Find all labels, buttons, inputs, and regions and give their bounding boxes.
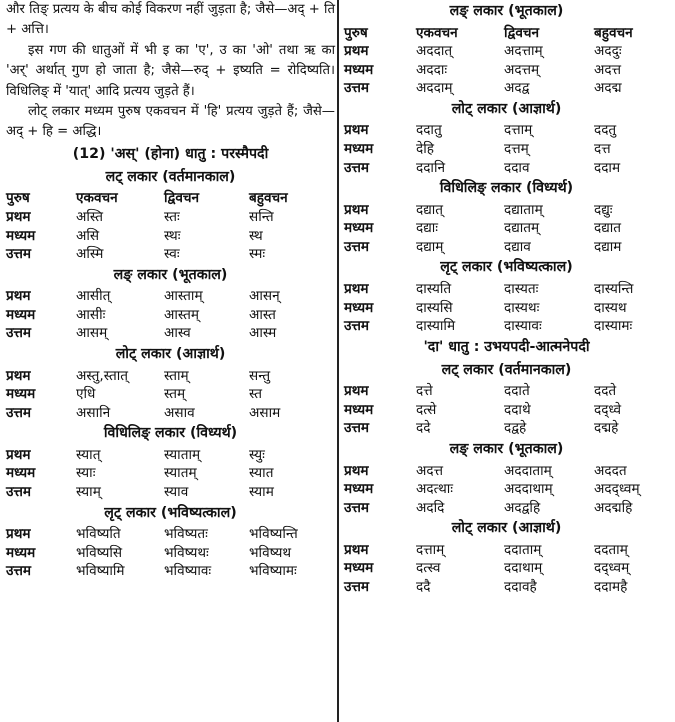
purush-cell: उत्तम [344,318,369,335]
dvivachan-cell: स्याताम् [164,446,201,463]
ekvachan-cell: अदत्त [416,462,443,479]
conjugation-row [344,159,669,178]
bahuvachan-cell: दद्यात [594,220,622,237]
conjugation-row [6,227,335,246]
bahuvachan-cell: अदद्ध्वम् [594,481,640,498]
ekvachan-cell: एकवचन [416,24,458,41]
bahuvachan-cell: दद्युः [594,201,613,218]
left-tables [6,166,335,581]
bahuvachan-cell: बहुवचन [594,24,633,41]
conjugation-row [6,562,335,581]
dvivachan-cell: ददाव [504,159,530,176]
purush-cell: उत्तम [6,563,31,580]
bahuvachan-cell: ददते [594,383,617,400]
conjugation-row [6,367,335,386]
purush-cell: उत्तम [6,325,31,342]
ekvachan-cell: एधि [76,386,96,403]
purush-cell: प्रथम [344,201,369,218]
dvivachan-cell: दास्यतः [504,280,539,297]
dvivachan-cell: आस्तम् [164,306,200,323]
column-divider [337,0,339,722]
bahuvachan-cell: असाम [249,404,281,421]
conjugation-row [344,480,669,499]
conjugation-row [344,299,669,318]
ekvachan-cell: अस्ति [76,208,103,225]
conjugation-row [344,419,669,438]
conjugation-row [6,306,335,325]
bahuvachan-cell: अदद्महि [594,499,633,516]
bahuvachan-cell: भविष्यन्ति [249,526,298,543]
lakar-table [6,264,335,343]
bahuvachan-cell: स्याम [249,483,274,500]
purush-cell: उत्तम [344,80,369,97]
ekvachan-cell: देहि [416,140,434,157]
lakar-title: विधिलिङ् लकार (विध्यर्थ) [439,180,574,197]
conjugation-row [6,245,335,264]
dvivachan-cell: असाव [164,404,195,421]
bahuvachan-cell: दद्ध्वे [594,401,622,418]
lakar-table [6,166,335,264]
lakar-table [344,256,669,335]
bahuvachan-cell: अदत्त [594,61,621,78]
bahuvachan-cell: ददताम् [594,541,628,558]
ekvachan-cell: दत्ताम् [416,541,445,558]
bahuvachan-cell: अददुः [594,43,622,60]
ekvachan-cell: असानि [76,404,111,421]
ekvachan-cell: स्यात् [76,446,101,463]
ekvachan-cell: अददाः [416,61,448,78]
intro-paragraph-1: और तिङ् प्रत्यय के बीच कोई विकरण नहीं जुड़ता है; जैसे—अद् + ति + अत्ति। [6,2,335,38]
dvivachan-cell: स्वः [164,246,180,263]
lakar-title: लोट् लकार (आज्ञार्थ) [451,520,562,537]
dvivachan-cell: द्विवचन [504,24,540,41]
purush-cell: प्रथम [344,280,369,297]
ekvachan-cell: दास्यसि [416,299,453,316]
dvivachan-cell: अदद्व [504,80,530,97]
conjugation-row [344,382,669,401]
lakar-table [344,177,669,256]
conjugation-row [344,79,669,98]
dvivachan-cell: भविष्यथः [164,544,209,561]
left-column [6,0,335,581]
conjugation-row [344,219,669,238]
lakar-table [344,98,669,177]
bahuvachan-cell: दद्महे [594,420,619,437]
conjugation-row [344,201,669,220]
dvivachan-cell: दास्यावः [504,318,542,335]
lakar-title: लट् लकार (वर्तमानकाल) [105,168,236,185]
purush-cell: मध्यम [344,401,374,418]
dvivachan-cell: ददाथाम् [504,560,543,577]
ekvachan-cell: ददानि [416,159,446,176]
bahuvachan-cell: अदद्म [594,80,622,97]
purush-cell: मध्यम [344,61,374,78]
conjugation-row [344,559,669,578]
lakar-title: लोट् लकार (आज्ञार्थ) [451,100,562,117]
dvivachan-cell: द्विवचन [164,190,200,207]
conjugation-row [344,280,669,299]
dvivachan-cell: अदत्तम् [504,61,540,78]
conjugation-row [344,238,669,257]
bahuvachan-cell: भविष्यथ [249,544,292,561]
right-tables-bottom [344,359,669,597]
bahuvachan-cell: आस्त [249,306,276,323]
ekvachan-cell: दद्याम् [416,238,444,255]
ekvachan-cell: ददातु [416,122,442,139]
purush-cell: प्रथम [6,367,31,384]
purush-cell: प्रथम [344,541,369,558]
bahuvachan-cell: स्युः [249,446,265,463]
dvivachan-cell: अददाथाम् [504,481,553,498]
lakar-title: लट् लकार (वर्तमानकाल) [441,361,572,378]
right-column [344,0,669,597]
ekvachan-cell: दद्यात् [416,201,444,218]
dvivachan-cell: अददाताम् [504,462,552,479]
dvivachan-cell: स्थः [164,227,181,244]
purush-cell: मध्यम [6,465,36,482]
lakar-table [6,502,335,581]
dvivachan-cell: ददावहै [504,578,537,595]
ekvachan-cell: आसीः [76,306,106,323]
bahuvachan-cell: अददत [594,462,627,479]
conjugation-row [6,483,335,502]
bahuvachan-cell: दास्यामः [594,318,633,335]
purush-cell: मध्यम [344,140,374,157]
conjugation-row [6,464,335,483]
ekvachan-cell: अस्तु,स्तात् [76,367,129,384]
bahuvachan-cell: ददतु [594,122,617,139]
conjugation-row [344,317,669,336]
conjugation-row [344,61,669,80]
bahuvachan-cell: दत्त [594,140,611,157]
purush-cell: उत्तम [344,238,369,255]
intro-paragraph-3: लोट् लकार मध्यम पुरुष एकवचन में 'हि' प्रत्यय जुड़ते हैं; जैसे—अद् + हि = अद्धि। [6,104,335,140]
ekvachan-cell: दत्स्व [416,560,441,577]
purush-cell: प्रथम [6,208,31,225]
purush-cell: मध्यम [344,299,374,316]
purush-cell: मध्यम [344,481,374,498]
conjugation-row [344,121,669,140]
dvivachan-cell: दद्याताम् [504,201,543,218]
dvivachan-cell: स्तम् [164,386,186,403]
purush-cell: उत्तम [344,420,369,437]
lakar-title: लङ् लकार (भूतकाल) [449,3,564,19]
lakar-title: लङ् लकार (भूतकाल) [449,441,564,457]
conjugation-row [344,578,669,597]
dvivachan-cell: स्ताम् [164,367,189,384]
bahuvachan-cell: सन्ति [249,208,274,225]
lakar-table [344,0,669,98]
dvivachan-cell: दत्तम् [504,140,529,157]
ekvachan-cell: दत्से [416,401,437,418]
lakar-title: लृट् लकार (भविष्यत्काल) [104,504,237,521]
purush-cell: प्रथम [344,43,369,60]
purush-cell: प्रथम [344,462,369,479]
purush-cell: मध्यम [6,306,36,323]
purush-cell: मध्यम [6,227,36,244]
purush-cell: उत्तम [344,159,369,176]
conjugation-header-row [344,24,669,43]
lakar-table [344,359,669,438]
lakar-table [6,343,335,422]
conjugation-row [6,287,335,306]
conjugation-row [344,499,669,518]
bahuvachan-cell: स्मः [249,246,266,263]
ekvachan-cell: ददे [416,420,431,437]
dvivachan-cell: दद्याव [504,238,531,255]
conjugation-row [344,401,669,420]
conjugation-row [344,462,669,481]
dvivachan-cell: स्याव [164,483,189,500]
lakar-title: लङ् लकार (भूतकाल) [113,266,228,283]
ekvachan-cell: दद्याः [416,220,439,237]
bahuvachan-cell: स्यात [249,465,274,482]
ekvachan-cell: असि [76,227,100,244]
dvivachan-cell: दास्यथः [504,299,540,316]
dvivachan-cell: दद्वहे [504,420,527,437]
ekvachan-cell: भविष्यसि [76,544,123,561]
ekvachan-cell: अददि [416,499,445,516]
bahuvachan-cell: स्थ [249,227,263,244]
dvivachan-cell: स्तः [164,208,180,225]
purush-cell: प्रथम [344,122,369,139]
lakar-table [6,422,335,501]
purush-cell: प्रथम [6,446,31,463]
lakar-title: लोट् लकार (आज्ञार्थ) [115,346,226,362]
dvivachan-cell: ददाते [504,383,530,400]
bahuvachan-cell: ददाम [594,159,621,176]
conjugation-row [6,385,335,404]
conjugation-row [344,541,669,560]
dvivachan-cell: भविष्यतः [164,526,208,543]
dhatu-heading-as: (12) 'अस्' (होना) धातु : परस्मैपदी [72,145,269,162]
purush-cell: मध्यम [6,386,36,403]
dvivachan-cell: ददाताम् [504,541,542,558]
ekvachan-cell: आसम् [76,325,108,342]
purush-cell: उत्तम [344,499,369,516]
bahuvachan-cell: बहुवचन [249,190,288,207]
purush-cell: उत्तम [6,404,31,421]
lakar-table [344,517,669,596]
bahuvachan-cell: सन्तु [249,367,271,384]
purush-cell: प्रथम [6,526,31,543]
ekvachan-cell: एकवचन [76,190,118,207]
dvivachan-cell: अदत्ताम् [504,43,543,60]
intro-paragraph-2: इस गण की धातुओं में भी इ का 'ए', उ का 'ओ' तथा ऋ का 'अर्' अर्थात् गुण हो जाता है; जैसे—रुद् + इष्यति = रोदिष्यति। विधिलिङ् में 'यात्' आदि प्रत्यय जुड़ते हैं। [6,42,335,99]
purush-cell: उत्तम [344,578,369,595]
conjugation-row [6,208,335,227]
ekvachan-cell: दत्ते [416,383,433,400]
purush-cell: मध्यम [6,544,36,561]
purush-cell: प्रथम [344,383,369,400]
conjugation-row [344,42,669,61]
ekvachan-cell: ददै [416,578,431,595]
ekvachan-cell: स्याम् [76,483,101,500]
ekvachan-cell: अदत्थाः [416,481,454,498]
dvivachan-cell: भविष्यावः [164,563,212,580]
purush-cell: प्रथम [6,288,31,305]
purush-cell: मध्यम [344,220,374,237]
bahuvachan-cell: ददामहै [594,578,628,595]
bahuvachan-cell: दास्यथ [594,299,627,316]
dvivachan-cell: दद्यातम् [504,220,540,237]
bahuvachan-cell: भविष्यामः [249,563,297,580]
conjugation-row [6,544,335,563]
purush-cell: पुरुष [344,24,368,41]
dvivachan-cell: आस्ताम् [164,288,203,305]
dvivachan-cell: स्यातम् [164,465,197,482]
ekvachan-cell: अददात् [416,43,453,60]
dvivachan-cell: अदद्वहि [504,499,541,516]
conjugation-row [344,140,669,159]
ekvachan-cell: भविष्यति [76,526,121,543]
purush-cell: उत्तम [6,246,31,263]
purush-cell: पुरुष [6,190,30,207]
dvivachan-cell: आस्व [164,325,191,342]
ekvachan-cell: भविष्यामि [76,563,125,580]
conjugation-row [6,525,335,544]
bahuvachan-cell: आसन् [249,288,280,305]
ekvachan-cell: अस्मि [76,246,104,263]
ekvachan-cell: स्याः [76,465,96,482]
bahuvachan-cell: दद्ध्वम् [594,560,630,577]
bahuvachan-cell: आस्म [249,325,277,342]
bahuvachan-cell: दास्यन्ति [594,280,634,297]
bahuvachan-cell: स्त [249,386,263,403]
dvivachan-cell: दत्ताम् [504,122,533,139]
ekvachan-cell: आसीत् [76,288,111,305]
ekvachan-cell: अददाम् [416,80,453,97]
conjugation-row [6,404,335,423]
lakar-title: लृट् लकार (भविष्यत्काल) [440,259,573,276]
conjugation-row [6,324,335,343]
ekvachan-cell: दास्यति [416,280,452,297]
lakar-table [344,438,669,517]
conjugation-row [6,446,335,465]
conjugation-header-row [6,189,335,208]
dvivachan-cell: ददाथे [504,401,531,418]
purush-cell: मध्यम [344,560,374,577]
purush-cell: उत्तम [6,483,31,500]
dhatu-heading-da: 'दा' धातु : उभयपदी-आत्मनेपदी [423,338,590,355]
bahuvachan-cell: दद्याम [594,238,622,255]
ekvachan-cell: दास्यामि [416,318,456,335]
right-tables-top [344,0,669,336]
lakar-title: विधिलिङ् लकार (विध्यर्थ) [103,425,238,442]
